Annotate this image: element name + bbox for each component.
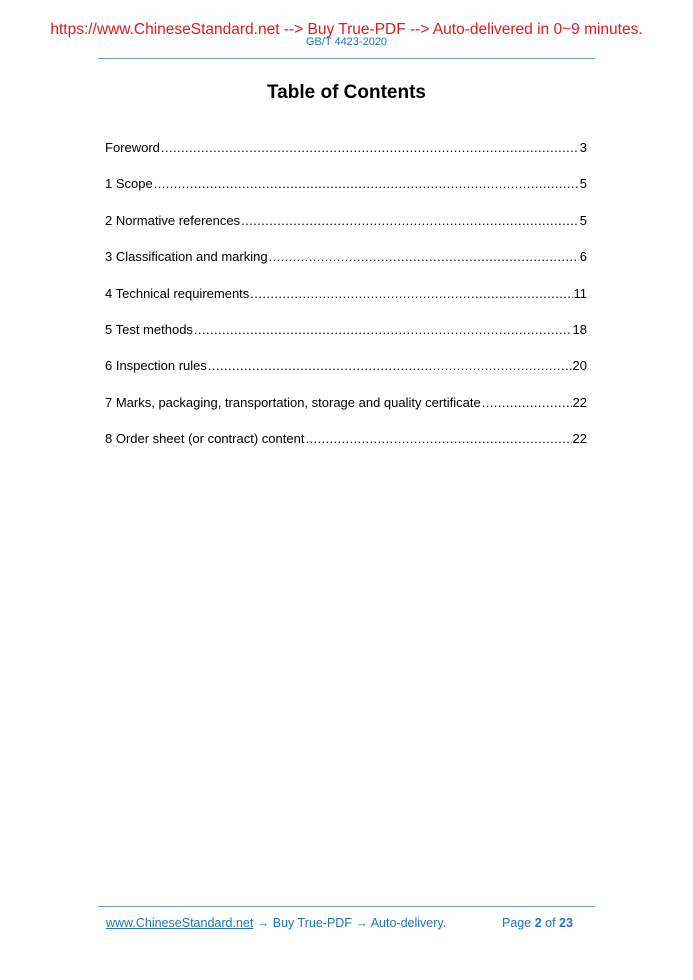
page-word: Page xyxy=(502,916,532,930)
toc-entry-label: 8 Order sheet (or contract) content xyxy=(105,431,305,447)
toc-entry-page: 22 xyxy=(572,431,587,447)
toc-entry-page: 3 xyxy=(579,140,587,155)
page-indicator xyxy=(502,916,573,930)
current-page-number: 2 xyxy=(534,916,542,930)
toc-entry-page: 11 xyxy=(573,285,587,301)
toc-entry-label: 5 Test methods xyxy=(105,321,193,337)
toc-entry-normative-references[interactable] xyxy=(105,213,587,249)
table-of-contents xyxy=(105,140,587,468)
toc-entry-page: 20 xyxy=(572,358,587,374)
toc-entry-technical-requirements[interactable] xyxy=(105,286,587,322)
toc-leader-dots xyxy=(241,213,579,229)
toc-entry-label: 3 Classification and marking xyxy=(105,249,268,265)
header-divider xyxy=(98,58,595,59)
toc-leader-dots xyxy=(250,286,572,302)
toc-entry-test-methods[interactable] xyxy=(105,322,587,358)
toc-entry-order-sheet[interactable] xyxy=(105,431,587,467)
footer-site-link[interactable]: www.ChineseStandard.net xyxy=(106,916,254,930)
toc-entry-page: 18 xyxy=(572,321,587,337)
toc-leader-dots xyxy=(305,431,571,447)
footer-promo xyxy=(106,916,446,930)
toc-entry-label: 7 Marks, packaging, transportation, storage and quality certificate xyxy=(105,394,481,410)
toc-entry-label: 6 Inspection rules xyxy=(105,358,207,374)
toc-leader-dots xyxy=(194,322,572,338)
toc-entry-label: Foreword xyxy=(105,140,160,155)
toc-entry-label: 4 Technical requirements xyxy=(105,285,250,301)
toc-entry-marks-packaging[interactable] xyxy=(105,395,587,431)
toc-entry-page: 22 xyxy=(572,394,587,410)
toc-entry-label: 1 Scope xyxy=(105,176,153,192)
toc-leader-dots xyxy=(482,395,572,411)
footer-tagline: → Buy True-PDF → Auto-delivery. xyxy=(253,916,447,930)
toc-entry-inspection-rules[interactable] xyxy=(105,358,587,394)
standard-code: GB/T 4423-2020 xyxy=(305,36,388,48)
page-title: Table of Contents xyxy=(266,82,427,103)
toc-leader-dots xyxy=(161,140,579,156)
toc-leader-dots xyxy=(208,358,572,374)
footer-divider xyxy=(98,906,595,907)
toc-entry-page: 5 xyxy=(579,212,587,228)
toc-entry-foreword[interactable] xyxy=(105,140,587,176)
toc-entry-scope[interactable] xyxy=(105,176,587,212)
toc-entry-label: 2 Normative references xyxy=(105,212,241,228)
toc-entry-page: 6 xyxy=(579,249,587,265)
toc-entry-page: 5 xyxy=(579,176,587,192)
total-pages-number: 23 xyxy=(559,916,573,930)
of-word: of xyxy=(545,916,556,930)
toc-leader-dots xyxy=(269,249,579,265)
toc-entry-classification[interactable] xyxy=(105,249,587,285)
promo-banner[interactable]: https://www.ChineseStandard.net --> Buy True-PDF --> Auto-delivered in 0~9 minutes. xyxy=(50,21,643,38)
toc-leader-dots xyxy=(154,176,579,192)
